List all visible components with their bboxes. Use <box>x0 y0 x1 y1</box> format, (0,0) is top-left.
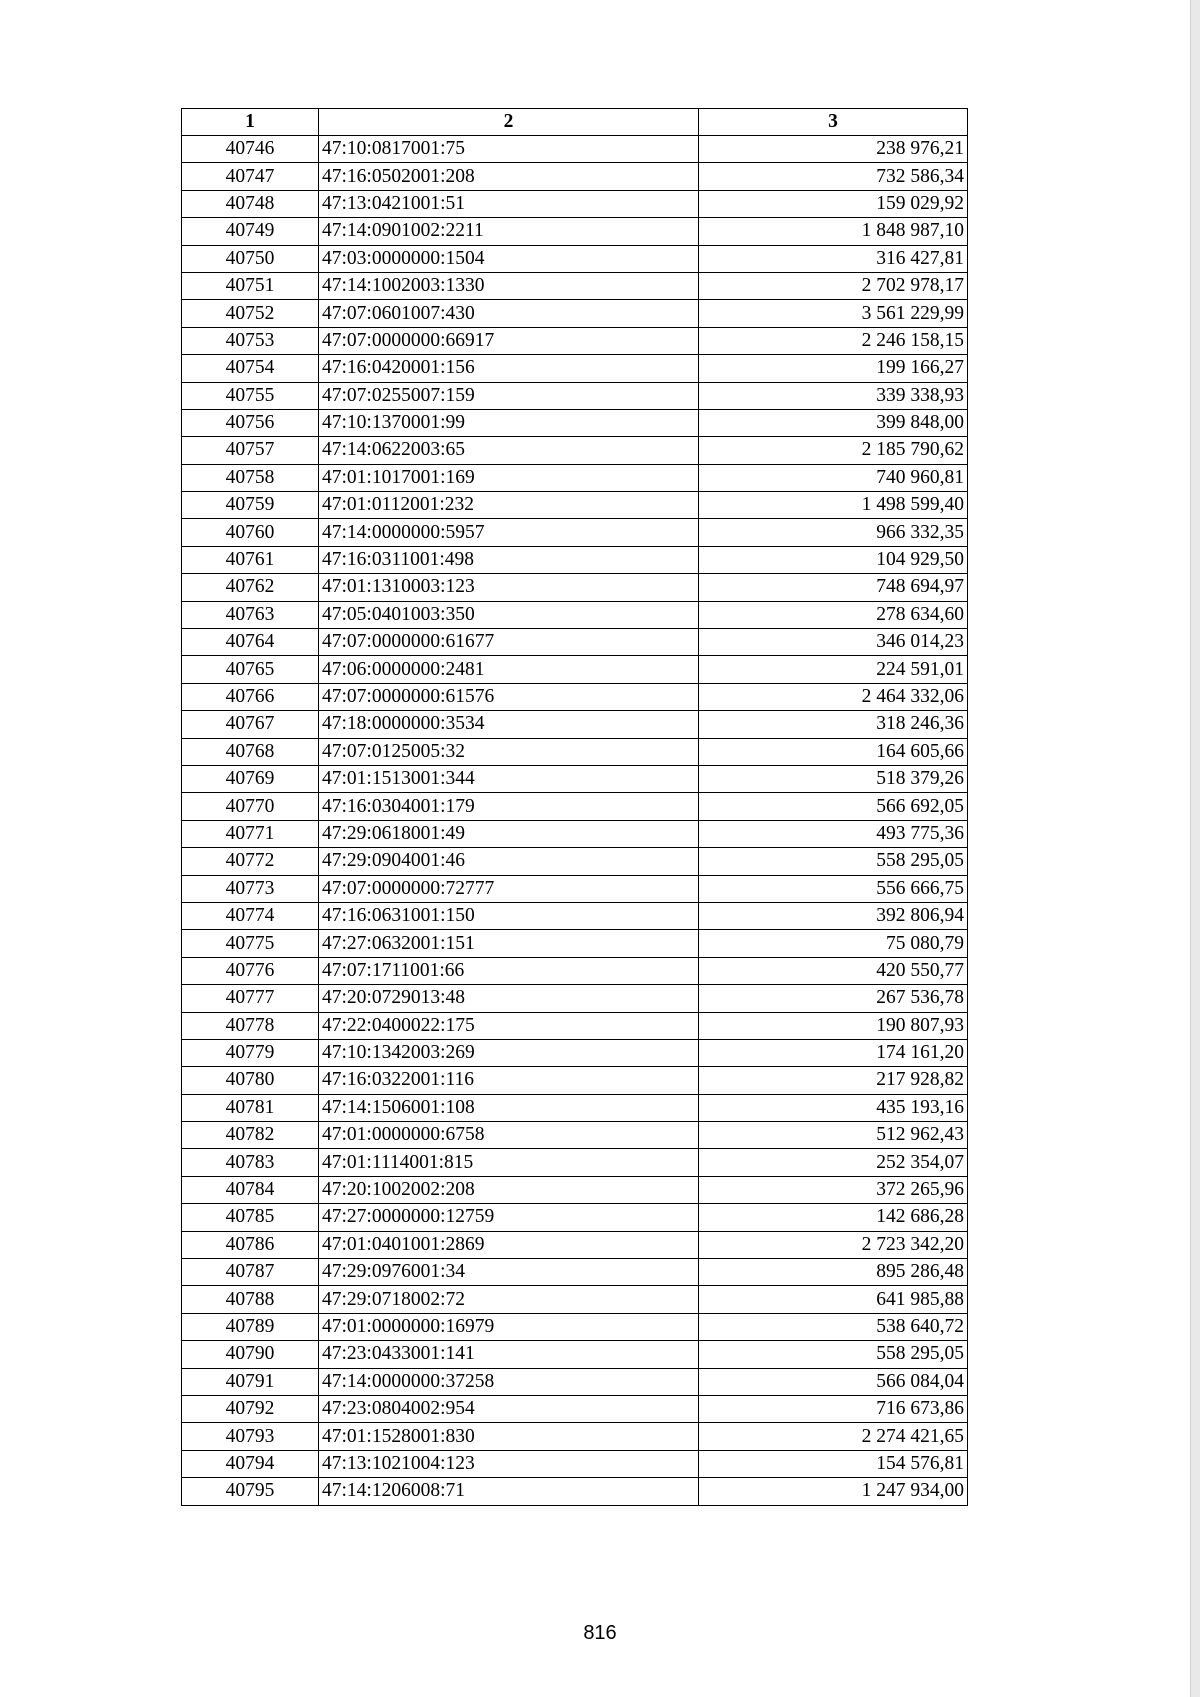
cadastral-number-cell: 47:16:0502001:208 <box>319 163 699 190</box>
row-number-cell: 40757 <box>182 437 319 464</box>
cadastral-number-cell: 47:07:1711001:66 <box>319 957 699 984</box>
cadastral-number-cell: 47:01:1513001:344 <box>319 765 699 792</box>
value-cell: 217 928,82 <box>699 1067 968 1094</box>
value-cell: 2 274 421,65 <box>699 1423 968 1450</box>
cadastral-number-cell: 47:29:0718002:72 <box>319 1286 699 1313</box>
cadastral-number-cell: 47:14:1506001:108 <box>319 1094 699 1121</box>
row-number-cell: 40791 <box>182 1368 319 1395</box>
row-number-cell: 40784 <box>182 1176 319 1203</box>
row-number-cell: 40751 <box>182 272 319 299</box>
column-header-3: 3 <box>699 109 968 136</box>
cadastral-number-cell: 47:07:0000000:66917 <box>319 327 699 354</box>
row-number-cell: 40793 <box>182 1423 319 1450</box>
value-cell: 566 084,04 <box>699 1368 968 1395</box>
value-cell: 1 498 599,40 <box>699 492 968 519</box>
cadastral-number-cell: 47:13:1021004:123 <box>319 1450 699 1477</box>
table-row <box>182 1478 968 1505</box>
row-number-cell: 40762 <box>182 574 319 601</box>
cadastral-number-cell: 47:07:0255007:159 <box>319 382 699 409</box>
value-cell: 2 702 978,17 <box>699 272 968 299</box>
cadastral-number-cell: 47:14:0901002:2211 <box>319 218 699 245</box>
cadastral-number-cell: 47:01:0112001:232 <box>319 492 699 519</box>
cadastral-number-cell: 47:27:0000000:12759 <box>319 1204 699 1231</box>
value-cell: 420 550,77 <box>699 957 968 984</box>
cadastral-number-cell: 47:01:1114001:815 <box>319 1149 699 1176</box>
table-row <box>182 1094 968 1121</box>
cadastral-number-cell: 47:06:0000000:2481 <box>319 656 699 683</box>
table-row <box>182 327 968 354</box>
cadastral-number-cell: 47:27:0632001:151 <box>319 930 699 957</box>
row-number-cell: 40763 <box>182 601 319 628</box>
row-number-cell: 40776 <box>182 957 319 984</box>
table-row <box>182 1259 968 1286</box>
cadastral-number-cell: 47:29:0904001:46 <box>319 848 699 875</box>
table-row <box>182 163 968 190</box>
cadastral-number-cell: 47:29:0618001:49 <box>319 820 699 847</box>
row-number-cell: 40775 <box>182 930 319 957</box>
cadastral-number-cell: 47:20:1002002:208 <box>319 1176 699 1203</box>
value-cell: 199 166,27 <box>699 355 968 382</box>
value-cell: 318 246,36 <box>699 711 968 738</box>
value-cell: 2 185 790,62 <box>699 437 968 464</box>
row-number-cell: 40795 <box>182 1478 319 1505</box>
row-number-cell: 40770 <box>182 793 319 820</box>
cadastral-number-cell: 47:16:0631001:150 <box>319 902 699 929</box>
value-cell: 174 161,20 <box>699 1039 968 1066</box>
table-row <box>182 985 968 1012</box>
value-cell: 104 929,50 <box>699 546 968 573</box>
table-row <box>182 711 968 738</box>
cadastral-number-cell: 47:05:0401003:350 <box>319 601 699 628</box>
table-row <box>182 464 968 491</box>
table-row <box>182 409 968 436</box>
row-number-cell: 40756 <box>182 409 319 436</box>
table-row <box>182 136 968 163</box>
table-row <box>182 765 968 792</box>
row-number-cell: 40766 <box>182 683 319 710</box>
row-number-cell: 40753 <box>182 327 319 354</box>
value-cell: 435 193,16 <box>699 1094 968 1121</box>
value-cell: 558 295,05 <box>699 848 968 875</box>
table-row <box>182 1204 968 1231</box>
table-row <box>182 1368 968 1395</box>
row-number-cell: 40759 <box>182 492 319 519</box>
cadastral-number-cell: 47:10:1370001:99 <box>319 409 699 436</box>
cadastral-number-cell: 47:14:0000000:37258 <box>319 1368 699 1395</box>
row-number-cell: 40765 <box>182 656 319 683</box>
cadastral-number-cell: 47:16:0420001:156 <box>319 355 699 382</box>
table-row <box>182 1286 968 1313</box>
row-number-cell: 40769 <box>182 765 319 792</box>
value-cell: 740 960,81 <box>699 464 968 491</box>
table-row <box>182 1176 968 1203</box>
value-cell: 716 673,86 <box>699 1395 968 1422</box>
row-number-cell: 40767 <box>182 711 319 738</box>
row-number-cell: 40790 <box>182 1341 319 1368</box>
cadastral-number-cell: 47:14:0622003:65 <box>319 437 699 464</box>
value-cell: 252 354,07 <box>699 1149 968 1176</box>
value-cell: 732 586,34 <box>699 163 968 190</box>
table-row <box>182 902 968 929</box>
cadastral-number-cell: 47:22:0400022:175 <box>319 1012 699 1039</box>
row-number-cell: 40792 <box>182 1395 319 1422</box>
row-number-cell: 40783 <box>182 1149 319 1176</box>
value-cell: 2 246 158,15 <box>699 327 968 354</box>
table-header-row <box>182 109 968 136</box>
value-cell: 641 985,88 <box>699 1286 968 1313</box>
cadastral-number-cell: 47:07:0000000:61677 <box>319 629 699 656</box>
value-cell: 538 640,72 <box>699 1313 968 1340</box>
row-number-cell: 40777 <box>182 985 319 1012</box>
table-row <box>182 820 968 847</box>
cadastral-number-cell: 47:07:0000000:72777 <box>319 875 699 902</box>
table-row <box>182 1450 968 1477</box>
table-row <box>182 245 968 272</box>
table-row <box>182 930 968 957</box>
table-row <box>182 492 968 519</box>
table-row <box>182 382 968 409</box>
table-row <box>182 601 968 628</box>
page-edge-divider <box>1190 0 1200 1697</box>
table-row <box>182 1149 968 1176</box>
row-number-cell: 40768 <box>182 738 319 765</box>
cadastral-number-cell: 47:01:0000000:6758 <box>319 1122 699 1149</box>
table-row <box>182 848 968 875</box>
cadastral-number-cell: 47:01:1528001:830 <box>319 1423 699 1450</box>
cadastral-number-cell: 47:07:0125005:32 <box>319 738 699 765</box>
value-cell: 895 286,48 <box>699 1259 968 1286</box>
value-cell: 154 576,81 <box>699 1450 968 1477</box>
cadastral-number-cell: 47:14:0000000:5957 <box>319 519 699 546</box>
value-cell: 566 692,05 <box>699 793 968 820</box>
cadastral-number-cell: 47:13:0421001:51 <box>319 190 699 217</box>
table-row <box>182 875 968 902</box>
value-cell: 267 536,78 <box>699 985 968 1012</box>
row-number-cell: 40746 <box>182 136 319 163</box>
value-cell: 966 332,35 <box>699 519 968 546</box>
row-number-cell: 40755 <box>182 382 319 409</box>
table-row <box>182 1039 968 1066</box>
row-number-cell: 40789 <box>182 1313 319 1340</box>
table-row <box>182 437 968 464</box>
value-cell: 2 464 332,06 <box>699 683 968 710</box>
cadastral-number-cell: 47:16:0322001:116 <box>319 1067 699 1094</box>
row-number-cell: 40773 <box>182 875 319 902</box>
value-cell: 346 014,23 <box>699 629 968 656</box>
table-row <box>182 1341 968 1368</box>
row-number-cell: 40749 <box>182 218 319 245</box>
table-row <box>182 629 968 656</box>
value-cell: 75 080,79 <box>699 930 968 957</box>
cadastral-number-cell: 47:23:0433001:141 <box>319 1341 699 1368</box>
row-number-cell: 40758 <box>182 464 319 491</box>
value-cell: 399 848,00 <box>699 409 968 436</box>
value-cell: 372 265,96 <box>699 1176 968 1203</box>
row-number-cell: 40764 <box>182 629 319 656</box>
table-row <box>182 1012 968 1039</box>
value-cell: 392 806,94 <box>699 902 968 929</box>
page-number: 816 <box>583 1622 617 1644</box>
value-cell: 493 775,36 <box>699 820 968 847</box>
cadastral-number-cell: 47:01:1310003:123 <box>319 574 699 601</box>
table-row <box>182 1423 968 1450</box>
row-number-cell: 40780 <box>182 1067 319 1094</box>
value-cell: 512 962,43 <box>699 1122 968 1149</box>
table-row <box>182 546 968 573</box>
table-row <box>182 683 968 710</box>
row-number-cell: 40754 <box>182 355 319 382</box>
row-number-cell: 40761 <box>182 546 319 573</box>
table-row <box>182 793 968 820</box>
cadastral-number-cell: 47:20:0729013:48 <box>319 985 699 1012</box>
value-cell: 1 247 934,00 <box>699 1478 968 1505</box>
row-number-cell: 40785 <box>182 1204 319 1231</box>
column-header-1: 1 <box>182 109 319 136</box>
data-table <box>181 108 968 1506</box>
table-body <box>182 136 968 1506</box>
column-header-2: 2 <box>319 109 699 136</box>
table-row <box>182 1313 968 1340</box>
table-row <box>182 1395 968 1422</box>
table-row <box>182 1231 968 1258</box>
cadastral-number-cell: 47:16:0311001:498 <box>319 546 699 573</box>
table-row <box>182 957 968 984</box>
value-cell: 159 029,92 <box>699 190 968 217</box>
row-number-cell: 40771 <box>182 820 319 847</box>
value-cell: 278 634,60 <box>699 601 968 628</box>
row-number-cell: 40748 <box>182 190 319 217</box>
row-number-cell: 40750 <box>182 245 319 272</box>
table-row <box>182 656 968 683</box>
value-cell: 339 338,93 <box>699 382 968 409</box>
cadastral-number-cell: 47:16:0304001:179 <box>319 793 699 820</box>
row-number-cell: 40782 <box>182 1122 319 1149</box>
value-cell: 142 686,28 <box>699 1204 968 1231</box>
table-row <box>182 218 968 245</box>
row-number-cell: 40779 <box>182 1039 319 1066</box>
table-row <box>182 519 968 546</box>
value-cell: 3 561 229,99 <box>699 300 968 327</box>
value-cell: 224 591,01 <box>699 656 968 683</box>
row-number-cell: 40760 <box>182 519 319 546</box>
cadastral-number-cell: 47:01:1017001:169 <box>319 464 699 491</box>
value-cell: 316 427,81 <box>699 245 968 272</box>
row-number-cell: 40786 <box>182 1231 319 1258</box>
value-cell: 238 976,21 <box>699 136 968 163</box>
value-cell: 558 295,05 <box>699 1341 968 1368</box>
row-number-cell: 40752 <box>182 300 319 327</box>
cadastral-number-cell: 47:23:0804002:954 <box>319 1395 699 1422</box>
row-number-cell: 40774 <box>182 902 319 929</box>
row-number-cell: 40788 <box>182 1286 319 1313</box>
cadastral-number-cell: 47:01:0401001:2869 <box>319 1231 699 1258</box>
cadastral-number-cell: 47:03:0000000:1504 <box>319 245 699 272</box>
cadastral-number-cell: 47:14:1206008:71 <box>319 1478 699 1505</box>
row-number-cell: 40747 <box>182 163 319 190</box>
value-cell: 2 723 342,20 <box>699 1231 968 1258</box>
table-row <box>182 190 968 217</box>
table-row <box>182 574 968 601</box>
value-cell: 518 379,26 <box>699 765 968 792</box>
value-cell: 1 848 987,10 <box>699 218 968 245</box>
value-cell: 164 605,66 <box>699 738 968 765</box>
row-number-cell: 40794 <box>182 1450 319 1477</box>
cadastral-number-cell: 47:07:0601007:430 <box>319 300 699 327</box>
table-row <box>182 1067 968 1094</box>
table-row <box>182 738 968 765</box>
table-row <box>182 355 968 382</box>
cadastral-number-cell: 47:29:0976001:34 <box>319 1259 699 1286</box>
table-row <box>182 1122 968 1149</box>
cadastral-number-cell: 47:14:1002003:1330 <box>319 272 699 299</box>
table-row <box>182 272 968 299</box>
row-number-cell: 40772 <box>182 848 319 875</box>
cadastral-number-cell: 47:01:0000000:16979 <box>319 1313 699 1340</box>
value-cell: 748 694,97 <box>699 574 968 601</box>
cadastral-number-cell: 47:18:0000000:3534 <box>319 711 699 738</box>
row-number-cell: 40787 <box>182 1259 319 1286</box>
row-number-cell: 40778 <box>182 1012 319 1039</box>
cadastral-number-cell: 47:10:1342003:269 <box>319 1039 699 1066</box>
table-row <box>182 300 968 327</box>
cadastral-number-cell: 47:07:0000000:61576 <box>319 683 699 710</box>
value-cell: 556 666,75 <box>699 875 968 902</box>
cadastral-number-cell: 47:10:0817001:75 <box>319 136 699 163</box>
row-number-cell: 40781 <box>182 1094 319 1121</box>
value-cell: 190 807,93 <box>699 1012 968 1039</box>
